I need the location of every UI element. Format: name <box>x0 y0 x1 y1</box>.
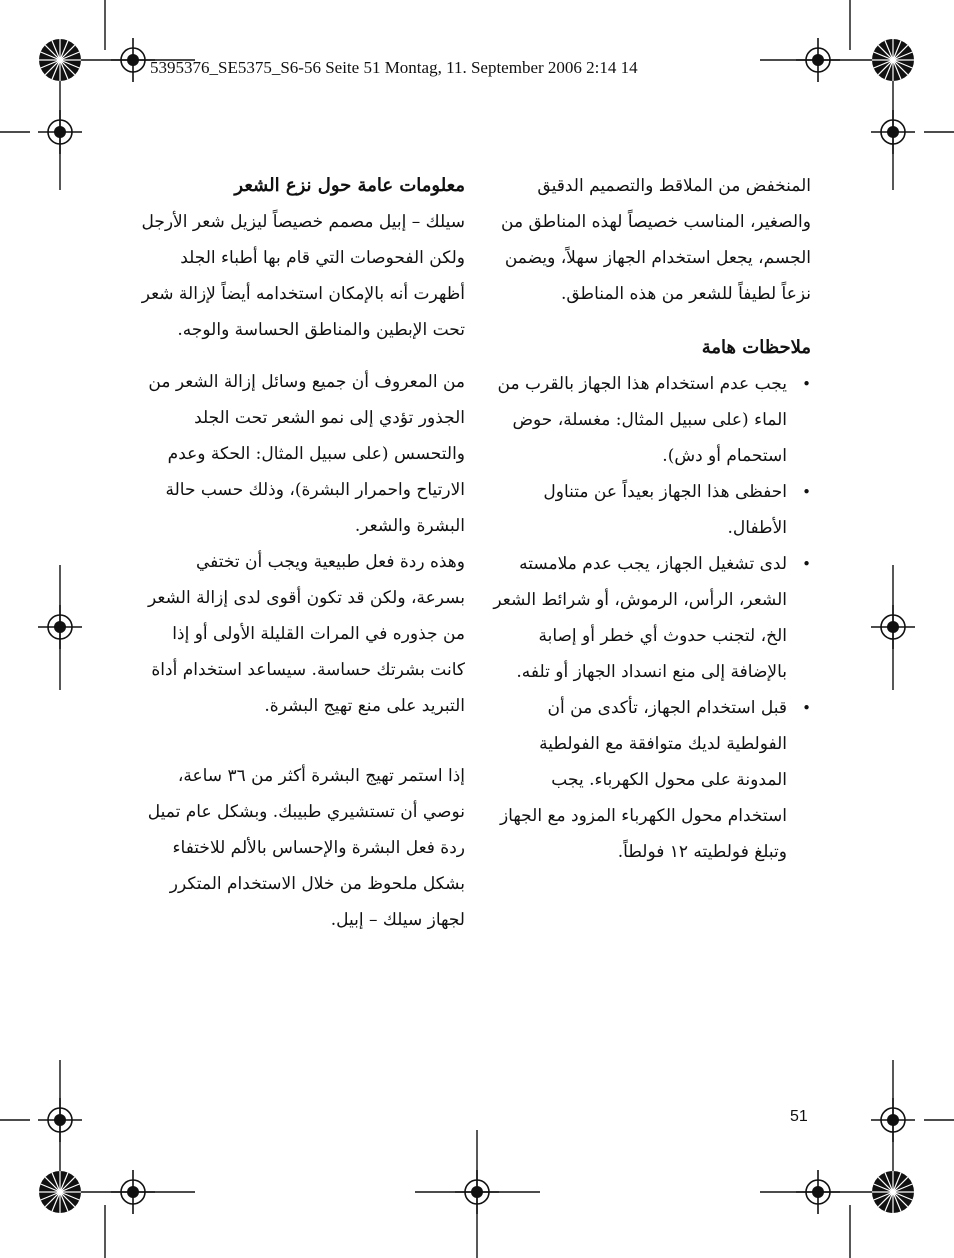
bullet-icon: • <box>802 483 811 501</box>
list-item: • يجب عدم استخدام هذا الجهاز بالقرب من الماء (على سبيل المثال: مغسلة، حوض استحمام أو دش). <box>487 366 811 474</box>
list-item: • لدى تشغيل الجهاز، يجب عدم ملامسته الشعر، الرأس، الرموش، أو شرائط الشعر الخ، لتجنب حدوث أي خطر أو إصابة بالإضافة إلى منع انسداد الجهاز أو تلفه. <box>487 546 811 690</box>
paragraph-irritation: إذا استمر تهيج البشرة أكثر من ٣٦ ساعة، نوصي أن تستشيري طبيبك. وبشكل عام تميل ردة فعل البشرة والإحساس بالألم للاختفاء بشكل ملحوظ من خلال الاستخدام المتكرر لجهاز سيلك – إبيل. <box>147 766 465 930</box>
bullet-icon: • <box>802 699 811 717</box>
running-head: 5395376_SE5375_S6-56 Seite 51 Montag, 11. September 2006 2:14 14 <box>150 58 638 77</box>
bullet-icon: • <box>802 375 811 393</box>
bullet-icon: • <box>802 555 811 573</box>
intro-paragraph: المنخفض من الملاقط والتصميم الدقيق والصغير، المناسب خصيصاً لهذه المناطق من الجسم، يجعل استخدام الجهاز سهلاً، ويضمن نزعاً لطيفاً للشعر من هذه المناطق. <box>501 176 811 304</box>
notes-list <box>487 366 811 870</box>
section-heading: معلومات عامة حول نزع الشعر <box>234 175 465 196</box>
paragraph-side-effects: من المعروف أن جميع وسائل إزالة الشعر من الجذور تؤدي إلى نمو الشعر تحت الجلد والتحسس (على سبيل المثال: الحكة وعدم الارتياح واحمرار البشرة)، وذلك حسب حالة البشرة والشعر. <box>148 372 465 536</box>
notes-heading: ملاحظات هامة <box>701 337 811 358</box>
paragraph-reaction: وهذه ردة فعل طبيعية ويجب أن تختفي بسرعة، ولكن قد تكون أقوى لدى إزالة الشعر من جذوره في المرات القليلة الأولى أو إذا كانت بشرتك حساسة. سيساعد استخدام أداة التبريد على منع تهيج البشرة. <box>148 552 465 716</box>
list-item: • احفظى هذا الجهاز بعيداً عن متناول الأطفال. <box>487 474 811 546</box>
list-item: • قبل استخدام الجهاز، تأكدى من أن الفولطية لديك متوافقة مع الفولطية المدونة على محول الكهرباء. يجب استخدام محول الكهرباء المزود مع الجهاز وتبلغ فولطيته ١٢ فولطاً. <box>487 690 811 870</box>
left-column <box>139 168 465 938</box>
right-column <box>487 168 811 870</box>
paragraph-design: سيلك – إبيل مصمم خصيصاً ليزيل شعر الأرجل ولكن الفحوصات التي قام بها أطباء الجلد أظهرت أنه بالإمكان استخدامه أيضاً لإزالة شعر تحت الإبطين والمناطق الحساسة والوجه. <box>141 212 465 340</box>
page-number: 51 <box>790 1108 808 1125</box>
